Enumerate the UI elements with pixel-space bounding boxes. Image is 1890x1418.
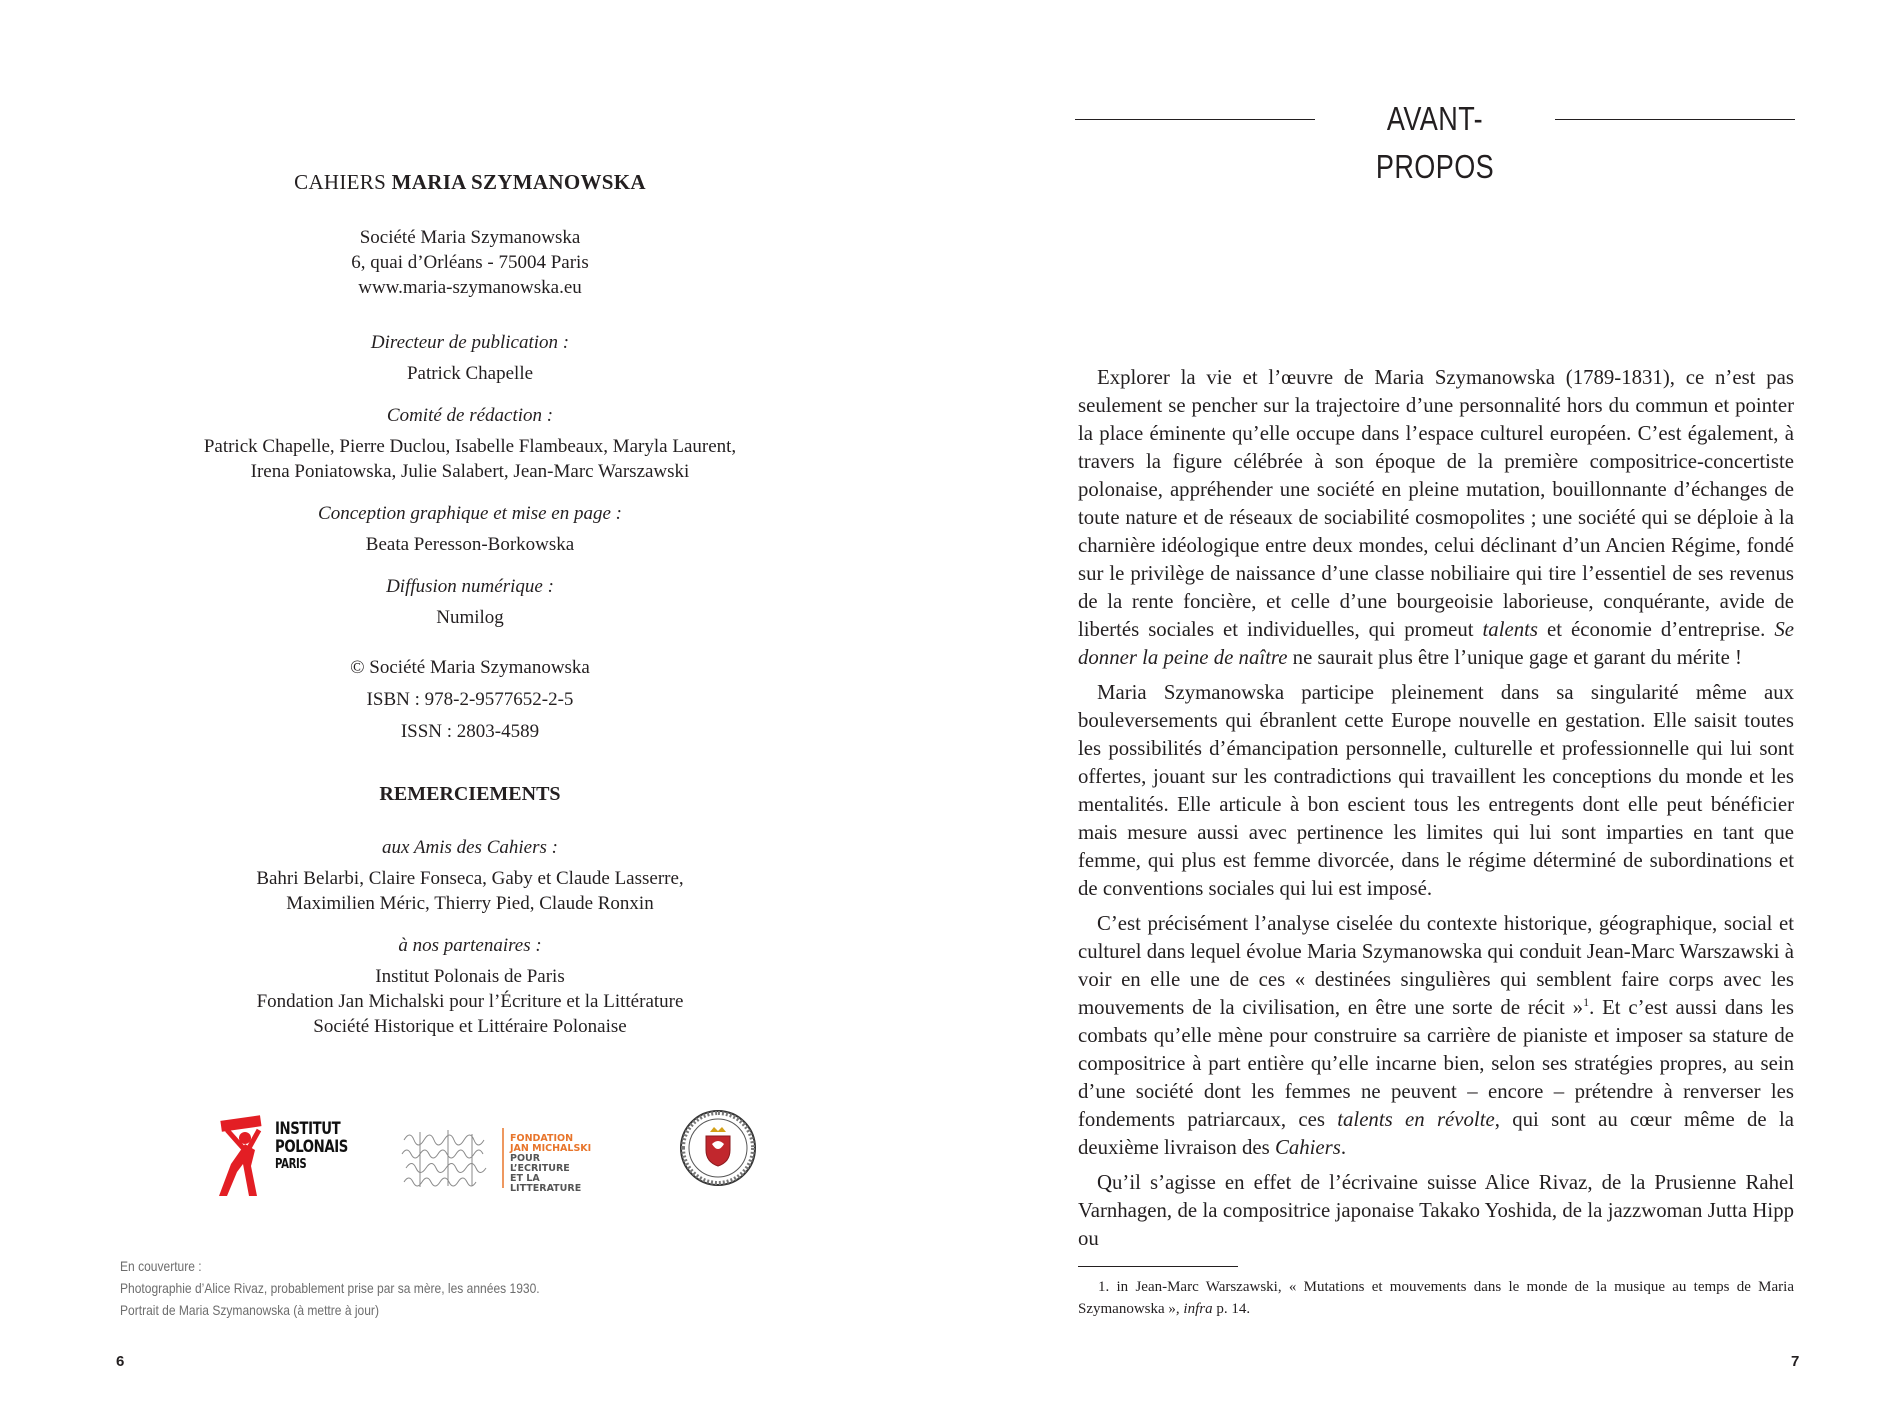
design-block (180, 501, 760, 557)
publisher-website: www.maria-szymanowska.eu (358, 277, 582, 298)
distributor-name: Numilog (436, 607, 504, 628)
director-block (180, 330, 760, 386)
isbn-line: ISBN : 978-2-9577652-2-5 (366, 689, 574, 710)
text-run: p. 14. (1212, 1301, 1251, 1317)
designer-name: Beata Peresson-Borkowska (365, 534, 575, 555)
institut-polonais-logo (215, 1114, 348, 1198)
footnote-separator (1078, 1266, 1238, 1267)
society-seal-icon (678, 1108, 758, 1188)
friends-label: aux Amis des Cahiers : (382, 837, 558, 858)
text-run: Explorer la vie et l’œuvre de Maria Szymanowska (1789-1831), ce n’est pas seulement se pencher sur la trajectoire d’une personnalité hors du commun et pointer la place éminente qu’elle occupe dans l’espace culturel européen. C’est également, à travers la figure célébrée à son époque de la première compositrice-concertiste polonaise, appréhender une société en pleine mutation, bouillonnante d’échanges de toute nature et de réseaux de sociabilité cosmopolites ; une société qui se déploie à la charnière idéologique entre deux mondes, celui déclinant d’un Ancien Régime, fondé sur le privilège de naissance d’une classe nobiliaire qui tire l’essentiel de ses revenus de la rente foncière, et celle d’une bourgeoisie laborieuse, conquérante, avide de libertés sociales et individuelles, qui promeut (1078, 366, 1794, 641)
page-number-right: 7 (1791, 1353, 1800, 1370)
distribution-block (180, 574, 760, 630)
design-label: Conception graphique et mise en page : (318, 503, 622, 524)
copyright-line: © Société Maria Szymanowska (350, 657, 590, 678)
heading-rule-right (1555, 119, 1795, 120)
fondation-michalski-wordmark: FONDATION JAN MICHALSKI POUR L’ECRITURE ET LA LITTERATURE (510, 1133, 592, 1194)
italic-text: talents en révolte (1337, 1108, 1495, 1131)
friends-line: Maximilien Méric, Thierry Pied, Claude Ronxin (286, 893, 654, 914)
fondation-michalski-logo (400, 1122, 620, 1192)
footnote (1078, 1276, 1794, 1320)
partner-line: Institut Polonais de Paris (375, 966, 565, 987)
page-number-left: 6 (116, 1353, 125, 1370)
partner-line: Fondation Jan Michalski pour l’Écriture et la Littérature (256, 991, 684, 1012)
committee-line: Irena Poniatowska, Julie Salabert, Jean-Marc Warszawski (250, 461, 690, 482)
friends-block (180, 835, 760, 916)
footnote-reference: 1 (1583, 995, 1590, 1010)
committee-block (180, 403, 760, 484)
acknowledgements-title: REMERCIEMENTS (379, 783, 561, 805)
chapter-heading (1075, 95, 1795, 185)
rights-block (180, 652, 760, 748)
director-label: Directeur de publication : (370, 332, 570, 353)
director-name: Patrick Chapelle (406, 363, 534, 384)
text-run: C’est précisément l’analyse ciselée du contexte historique, géographique, social et culturel dans lequel évolue Maria Szymanowska qui conduit Jean-Marc Warszawski à voir en elle une de ces « destinées singulières qui semblent faire corps avec les mouvements de la civilisation, en être une sorte de récit » (1078, 912, 1794, 1019)
text-run: Maria Szymanowska participe pleinement dans sa singularité même aux bouleversements qui ébranlent cette Europe nouvelle en gestation. Elle saisit toutes les possibilités d’émancipation personnelle, culturelle et professionnelle qui lui sont offertes, jouant sur les contradictions qui travaillent les conceptions du monde et les mentalités. Elle articule à bon escient tous les entregents dont elle peut bénéficier mais mesure aussi avec pertinence les limites qui lui sont imparties en tant que femme, qui plus est femme divorcée, dans le régime déterminé de subordinations et de conventions sociales qui lui est imposé. (1078, 681, 1794, 900)
publisher-address (180, 225, 760, 300)
series-name: MARIA SZYMANOWSKA (391, 170, 646, 194)
italic-text: Se donner la peine de naître (1078, 618, 1794, 669)
italic-text: Cahiers (1274, 1136, 1341, 1159)
partners-label: à nos partenaires : (398, 935, 542, 956)
footnote-number: 1. (1098, 1279, 1110, 1295)
series-prefix: CAHIERS (294, 170, 387, 194)
partners-block (180, 933, 760, 1039)
italic-text: infra (1183, 1301, 1213, 1317)
publisher-street: 6, quai d’Orléans - 75004 Paris (351, 252, 589, 273)
cover-credits (120, 1255, 540, 1321)
publisher-name: Société Maria Szymanowska (359, 227, 581, 248)
text-run: ne saurait plus être l’unique gage et garant du mérite ! (1287, 646, 1742, 669)
text-run: . (1340, 1136, 1347, 1159)
text-run: , qui sont au cœur même de la deuxième livraison des (1078, 1108, 1794, 1159)
partner-line: Société Historique et Littéraire Polonaise (313, 1016, 627, 1037)
friends-line: Bahri Belarbi, Claire Fonseca, Gaby et Claude Lasserre, (256, 868, 684, 889)
foreword-body (1078, 364, 1794, 1260)
societe-historique-seal (678, 1108, 758, 1188)
series-title (180, 170, 760, 195)
institut-polonais-figure-icon (215, 1114, 275, 1198)
handwriting-pattern-icon (400, 1122, 504, 1192)
institut-polonais-wordmark: INSTITUT POLONAIS PARIS (275, 1119, 348, 1172)
imprint-block (180, 170, 760, 1056)
italic-text: talents (1482, 618, 1538, 641)
distribution-label: Diffusion numérique : (386, 576, 554, 597)
foreword-paragraph (1078, 1169, 1794, 1253)
text-run: . Et c’est aussi dans les combats qu’elle mène pour construire sa carrière de pianiste et imposer sa stature de compositrice à part entière qu’elle incarne bien, selon ses stratégies propres, au sein d’une société dont les femmes ne peuvent – encore – prétendre à renverser les fondements patriarcaux, ces (1078, 996, 1794, 1131)
cover-credit-line: Photographie d’Alice Rivaz, probablement prise par sa mère, les années 1930. (120, 1280, 540, 1296)
foreword-paragraph (1078, 679, 1794, 903)
foreword-paragraph (1078, 364, 1794, 672)
committee-line: Patrick Chapelle, Pierre Duclou, Isabelle Flambeaux, Maryla Laurent, (203, 436, 737, 457)
text-run: Qu’il s’agisse en effet de l’écrivaine suisse Alice Rivaz, de la Prusienne Rahel Varnhagen, de la compositrice japonaise Takako Yoshida, de la jazzwoman Jutta Hipp ou (1078, 1171, 1794, 1250)
footnote-text (1078, 1279, 1794, 1317)
issn-line: ISSN : 2803-4589 (400, 721, 540, 742)
cover-credit-line: En couverture : (120, 1258, 202, 1274)
heading-rule-left (1075, 119, 1315, 120)
right-page (945, 0, 1890, 1418)
chapter-title: AVANT-PROPOS (1375, 100, 1495, 185)
committee-label: Comité de rédaction : (386, 405, 554, 426)
cover-credit-line: Portrait de Maria Szymanowska (à mettre à jour) (120, 1302, 379, 1318)
partner-logos (200, 1108, 760, 1208)
foreword-paragraph (1078, 910, 1794, 1162)
text-run: in Jean-Marc Warszawski, « Mutations et mouvements dans le monde de la musique au temps de Maria Szymanowska », (1078, 1279, 1794, 1317)
text-run: et économie d’entreprise. (1538, 618, 1775, 641)
